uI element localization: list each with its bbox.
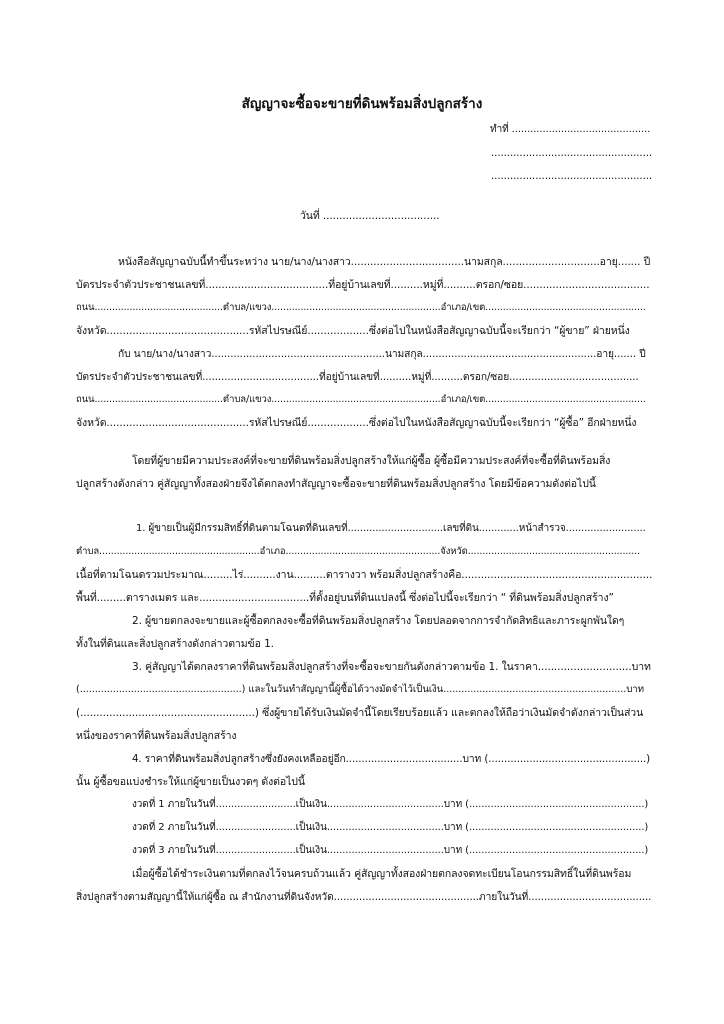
clause-1-line-1: 1. ผู้ขายเป็นผู้มีกรรมสิทธิ์ที่ดินตามโฉนดที่ดินเลขที่...............................เลขที่ดิน.............หน้าสำรวจ..........................: [136, 523, 646, 534]
seller-line-2: บัตรประจำตัวประชาชนเลขที่......................................ที่อยู่บ้านเลขที่..........หมู่ที่..........ตรอก/ซอย.......................................: [76, 279, 650, 291]
seller-line-3: ถนน............................................ตำบล/แขวง..........................................................อำเภอ/เขต.......................................................: [76, 302, 646, 313]
made-at-line-3: ...................................................: [491, 170, 653, 182]
clause-3-line-1: 3. คู่สัญญาได้ตกลงราคาที่ดินพร้อมสิ่งปลูกสร้างที่จะซื้อจะขายกันดังกล่าวตามข้อ 1. ในราคา.............................บาท: [132, 661, 651, 673]
clause-4-line-2: นั้น ผู้ซื้อขอแบ่งชำระให้แก่ผู้ขายเป็นงวดๆ ดังต่อไปนี้: [76, 776, 305, 788]
final-line-1: เมื่อผู้ซื้อได้ชำระเงินตามที่ตกลงไว้จนครบถ้วนแล้ว คู่สัญญาทั้งสองฝ่ายตกลงจดทะเบียนโอนกรรมสิทธิ์ในที่ดินพร้อม: [132, 868, 632, 880]
clause-1-line-4: พื้นที่.........ตารางเมตร และ..................................ที่ตั้งอยู่บนที่ดินแปลงนี้ ซึ่งต่อไปนี้จะเรียกว่า “ ที่ดินพร้อมสิ่งปลูกสร้าง”: [76, 592, 614, 604]
buyer-line-3: ถนน............................................ตำบล/แขวง..........................................................อำเภอ/เขต.......................................................: [76, 394, 646, 405]
installment-1: งวดที่ 1 ภายในวันที่..........................เป็นเงิน......................................บาท (.........................................................): [132, 799, 649, 810]
clause-3-line-4: หนึ่งของราคาที่ดินพร้อมสิ่งปลูกสร้าง: [76, 730, 237, 742]
clause-1-line-2: ตำบล.......................................................อำเภอ.....................................................จังหวัด...........................................................: [76, 546, 640, 557]
installment-3: งวดที่ 3 ภายในวันที่..........................เป็นเงิน......................................บาท (.........................................................): [132, 845, 649, 856]
seller-line-4: จังหวัด............................................รหัสไปรษณีย์...................ซึ่งต่อไปในหนังสือสัญญาฉบับนี้จะเรียกว่า “ผู้ขาย” ฝ่ายหนึ่ง: [76, 325, 630, 337]
clause-3-line-2: (......................................................) และในวันทำสัญญานี้ผู้ซื้อได้วางมัดจำไว้เป็นเงิน.............................................................บาท: [76, 684, 644, 695]
buyer-line-4: จังหวัด............................................รหัสไปรษณีย์...................ซึ่งต่อไปในหนังสือสัญญาฉบับนี้จะเรียกว่า “ผู้ซื้อ” อีกฝ่ายหนึ่ง: [76, 417, 637, 429]
clause-3-line-3: (......................................................) ซึ่งผู้ขายได้รับเงินมัดจำนี้โดยเรียบร้อยแล้ว และตกลงให้ถือว่าเงินมัดจำดังกล่าวเป็นส่วน: [76, 707, 644, 719]
clause-2-line-1: 2. ผู้ขายตกลงจะขายและผู้ซื้อตกลงจะซื้อที่ดินพร้อมสิ่งปลูกสร้าง โดยปลอดจากการจำกัดสิทธิและภาระผูกพันใดๆ: [132, 615, 625, 627]
buyer-line-2: บัตรประจำตัวประชาชนเลขที่.....................................ที่อยู่บ้านเลขที่..........หมู่ที่..........ตรอก/ซอย.........................................: [76, 371, 639, 383]
document-title: สัญญาจะซื้อจะขายที่ดินพร้อมสิ่งปลูกสร้าง: [241, 96, 483, 112]
intro-line-1: โดยที่ผู้ขายมีความประสงค์ที่จะขายที่ดินพร้อมสิ่งปลูกสร้างให้แก่ผู้ซื้อ ผู้ซื้อมีความประสงค์ที่จะซื้อที่ดินพร้อมสิ่ง: [132, 455, 611, 467]
made-at-line: ทำที่ .............................................: [490, 124, 651, 135]
made-at-line-2: ...................................................: [491, 147, 653, 159]
installment-2: งวดที่ 2 ภายในวันที่..........................เป็นเงิน......................................บาท (.........................................................): [132, 822, 649, 833]
seller-line-1: หนังสือสัญญาฉบับนี้ทำขึ้นระหว่าง นาย/นาง/นางสาว...................................นามสกุล..............................อายุ....... ปี: [118, 256, 651, 268]
clause-4-line-1: 4. ราคาที่ดินพร้อมสิ่งปลูกสร้างซึ่งยังคงเหลืออยู่อีก.....................................บาท (..................................................): [132, 753, 651, 765]
final-line-2: สิ่งปลูกสร้างตามสัญญานี้ให้แก่ผู้ซื้อ ณ สำนักงานที่ดินจังหวัด..............................................ภายในวันที่.......................................: [76, 891, 652, 903]
buyer-line-1: กับ นาย/นาง/นางสาว.......................................................นามสกุล.......................................................อายุ....... ปี: [118, 348, 646, 360]
clause-1-line-3: เนื้อที่ตามโฉนดรวมประมาณ.........ไร่..........งาน..........ตารางวา พร้อมสิ่งปลูกสร้างคือ...........................................................: [76, 569, 653, 581]
date-line: วันที่ ....................................: [300, 210, 440, 222]
clause-2-line-2: ทั้งในที่ดินและสิ่งปลูกสร้างดังกล่าวตามข้อ 1.: [76, 638, 274, 650]
intro-line-2: ปลูกสร้างดังกล่าว คู่สัญญาทั้งสองฝ่ายจึงได้ตกลงทำสัญญาจะซื้อจะขายที่ดินพร้อมสิ่งปลูกสร้าง โดยมีข้อความดังต่อไปนี้: [76, 478, 596, 490]
